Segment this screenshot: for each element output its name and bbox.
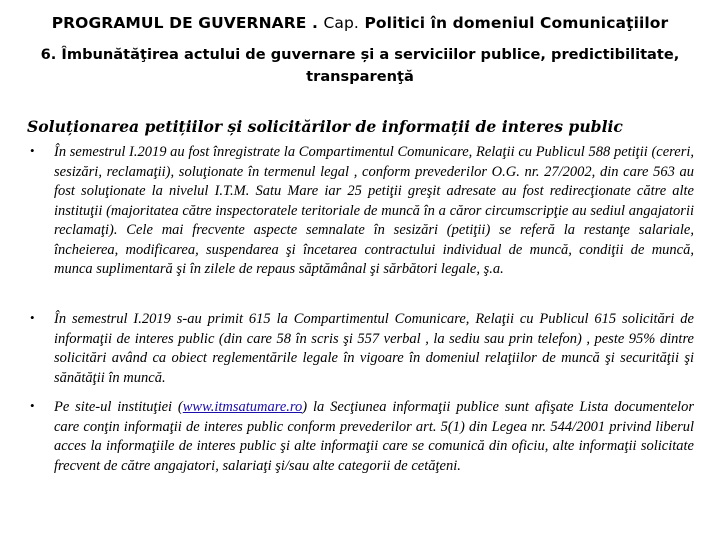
program-title <box>0 14 720 32</box>
website-link[interactable]: www.itmsatumare.ro <box>182 399 303 415</box>
program-title-suffix: Politici în domeniul Comunicaţiilor <box>364 14 669 32</box>
bullet-marker: • <box>30 143 35 158</box>
bullet-marker: • <box>30 398 35 413</box>
bullet-text: În semestrul I.2019 au fost înregistrate la Compartimentul Comunicare, Relaţii cu Publicul 588 petiţii (cereri, sesizări, reclamaţii), soluţionate în termenul legal , conform prevederilor O.G. nr. 27/2002, din care 563 au fost soluţionate la nivelul I.T.M. Satu Mare iar 25 petiţii greşit adresate au fost redirecţionate către alte instituţii (majoritatea către inspectoratele teritoriale de muncă în a căror circumscripţie au sediul angajatorii reclamaţi). Cele mai frecvente aspecte semnalate în sesizări (petiţii) se referă la restanţe salariale, încheierea, modificarea, suspendarea şi încetarea contractului individual de muncă, condiţii de muncă, munca suplimentară şi în zilele de repaus săptămânal şi sărbători legale, ş.a. <box>54 144 694 277</box>
program-title-prefix: PROGRAMUL DE GUVERNARE . <box>51 14 318 32</box>
objective-title: 6. Îmbunătăţirea actului de guvernare și a serviciilor publice, predictibilitate, transparenţă <box>40 46 680 85</box>
bullet-text: În semestrul I.2019 s-au primit 615 la Compartimentul Comunicare, Relaţii cu Publicul 615 solicitări de informaţii de interes public (din care 58 în scris şi 557 verbal , la sediu sau prin telefon) , peste 95% dintre solicitări având ca obiect reglementările legale în vigoare în domeniul relaţiilor de muncă şi securităţii şi sănătăţii în muncă. <box>54 311 694 386</box>
bullet-text-before: Pe site-ul instituţiei ( <box>54 399 183 415</box>
bullet-marker: • <box>30 310 35 325</box>
bullet-text <box>54 398 694 476</box>
chapter-label: Cap. <box>323 14 359 32</box>
section-heading: Soluționarea petițiilor și solicitărilor de informații de interes public <box>27 117 623 136</box>
bullet-text-after: ) la Secţiunea informaţii publice sunt afişate Lista documentelor care conţin informaţii de interes public conform prevederilor art. 5(1) din Legea nr. 544/2001 privind liberul acces la informaţiile de interes public şi alte informaţii care se comunică din oficiu, alte informaţii solicitate frecvent de către angajatori, salariaţi şi/sau alte categorii de cetăţeni. <box>54 399 694 474</box>
